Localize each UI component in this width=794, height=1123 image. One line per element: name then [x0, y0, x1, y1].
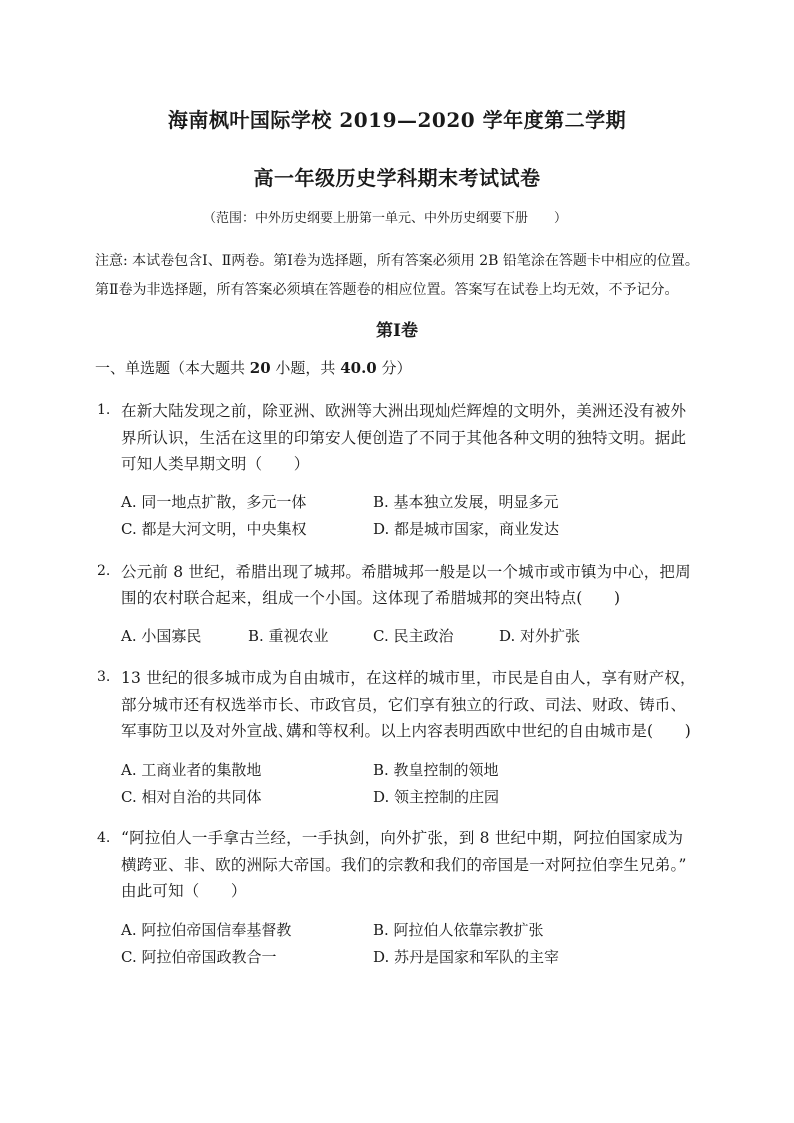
question-number: 2. [97, 563, 111, 579]
question-number: 4. [97, 830, 111, 846]
option-a[interactable]: A. 小国寡民 [121, 627, 202, 645]
question-count: 20 [249, 359, 271, 377]
option-b[interactable]: B. 阿拉伯人依靠宗教扩张 [373, 921, 544, 939]
option-d[interactable]: D. 都是城市国家，商业发达 [373, 520, 560, 538]
exam-scope: （范围：中外历史纲要上册第一单元、中外历史纲要下册 ） [203, 211, 568, 226]
question-text-line: 界所认识，生活在这里的印第安人便创造了不同于其他各种文明的独特文明。据此 [121, 429, 687, 447]
question-text-line: “阿拉伯人一手拿古兰经，一手执剑，向外扩张，到 8 世纪中期，阿拉伯国家成为 [121, 829, 684, 847]
question-text-line: 可知人类早期文明（ ） [121, 455, 310, 473]
option-c[interactable]: C. 都是大河文明，中央集权 [121, 520, 307, 538]
option-c[interactable]: C. 阿拉伯帝国政教合一 [121, 948, 277, 966]
option-b[interactable]: B. 重视农业 [248, 627, 329, 645]
total-score: 40.0 [340, 359, 377, 377]
question-text-line: 部分城市还有权选举市长、市政官员，它们享有独立的行政、司法、财政、铸币、 [121, 696, 687, 714]
section-prefix: 一、单选题（本大题共 [95, 359, 250, 377]
option-c[interactable]: C. 相对自治的共同体 [121, 788, 262, 806]
question-text-line: 在新大陆发现之前，除亚洲、欧洲等大洲出现灿烂辉煌的文明外，美洲还没有被外 [121, 402, 687, 420]
section-mid: 小题，共 [270, 359, 341, 377]
exam-title: 高一年级历史学科期末考试试卷 [253, 166, 541, 190]
question-text-line: 13 世纪的很多城市成为自由城市，在这样的城市里，市民是自由人，享有财产权， [121, 669, 696, 687]
volume-title: 第Ⅰ卷 [376, 321, 418, 341]
question-number: 3. [97, 669, 111, 685]
question-text-line: 军事防卫以及对外宣战､媾和等权利。以上内容表明西欧中世纪的自由城市是( ) [121, 722, 691, 740]
question-text-line: 横跨亚、非、欧的洲际大帝国。我们的宗教和我们的帝国是一对阿拉伯孪生兄弟。” [121, 856, 687, 874]
option-d[interactable]: D. 领主控制的庄园 [373, 788, 500, 806]
question-text-line: 公元前 8 世纪，希腊出现了城邦。希腊城邦一般是以一个城市或市镇为中心，把周 [121, 563, 691, 581]
question-text-line: 围的农村联合起来，组成一个小国。这体现了希腊城邦的突出特点( ) [121, 589, 621, 607]
option-a[interactable]: A. 同一地点扩散，多元一体 [121, 493, 307, 511]
notice-line-1: 注意: 本试卷包含Ⅰ、Ⅱ两卷。第Ⅰ卷为选择题，所有答案必须用 2B 铅笔涂在答题卡中相应的位置。 [95, 253, 699, 269]
notice-line-2: 第Ⅱ卷为非选择题，所有答案必须填在答题卷的相应位置。答案写在试卷上均无效，不予记分。 [95, 282, 679, 298]
school-title: 海南枫叶国际学校 2019—2020 学年度第二学期 [167, 108, 627, 132]
section-suffix: 分） [376, 359, 412, 377]
option-d[interactable]: D. 对外扩张 [499, 627, 581, 645]
question-number: 1. [97, 402, 111, 418]
option-a[interactable]: A. 工商业者的集散地 [121, 761, 262, 779]
option-a[interactable]: A. 阿拉伯帝国信奉基督教 [121, 921, 292, 939]
option-d[interactable]: D. 苏丹是国家和军队的主宰 [373, 948, 560, 966]
option-b[interactable]: B. 基本独立发展，明显多元 [373, 493, 559, 511]
section-heading [95, 357, 412, 378]
question-text-line: 由此可知（ ） [121, 882, 247, 900]
option-b[interactable]: B. 教皇控制的领地 [373, 761, 499, 779]
option-c[interactable]: C. 民主政治 [373, 627, 454, 645]
